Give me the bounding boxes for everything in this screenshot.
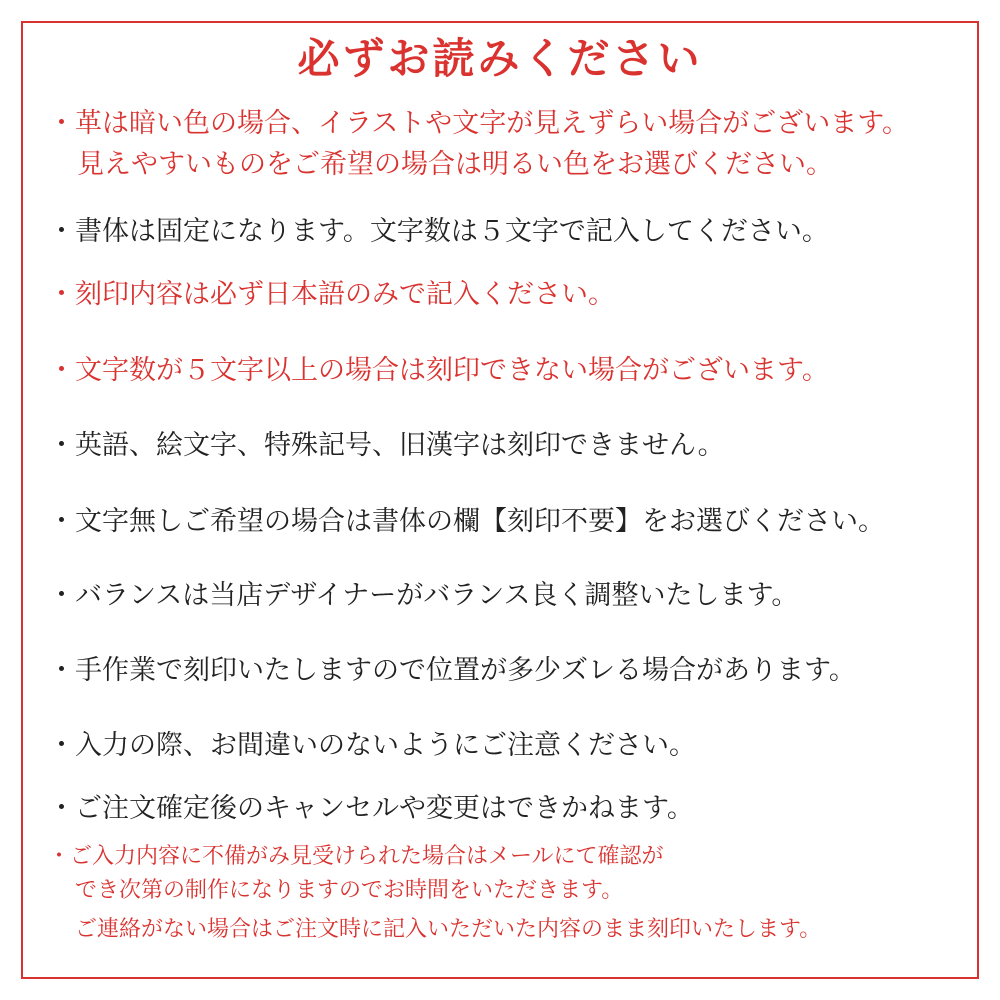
notice-input-care: ・入力の際、お間違いのないようにご注意ください。: [48, 730, 696, 761]
notice-input-issues-continued-1: でき次第の制作になりますのでお時間をいただきます。: [75, 878, 624, 903]
notice-dark-leather: ・革は暗い色の場合、イラストや文字が見えずらい場合がございます。: [48, 108, 910, 139]
notice-balance-adjust: ・バランスは当店デザイナーがバランス良く調整いたします。: [48, 580, 799, 611]
notice-dark-leather-continued: 見えやすいものをご希望の場合は明るい色をお選びください。: [77, 149, 833, 180]
notice-input-issues-continued-2: ご連絡がない場合はご注文時に記入いただいた内容のまま刻印いたします。: [75, 917, 822, 942]
notice-input-issues: ・ご入力内容に不備がみ見受けられた場合はメールにて確認が: [48, 844, 664, 869]
notice-unsupported-characters: ・英語、絵文字、特殊記号、旧漢字は刻印できません。: [48, 430, 725, 461]
notice-no-cancellation: ・ご注文確定後のキャンセルや変更はできかねます。: [48, 793, 694, 824]
notice-japanese-only: ・刻印内容は必ず日本語のみで記入ください。: [48, 279, 615, 310]
notice-character-limit: ・文字数が５文字以上の場合は刻印できない場合がございます。: [48, 355, 829, 386]
notice-handmade-position: ・手作業で刻印いたしますので位置が多少ズレる場合があります。: [48, 655, 856, 686]
page-title: 必ずお読みください: [250, 28, 750, 90]
notice-no-engraving: ・文字無しご希望の場合は書体の欄【刻印不要】をお選びください。: [48, 506, 885, 537]
notice-font-fixed: ・書体は固定になります。文字数は５文字で記入してください。: [48, 216, 829, 247]
